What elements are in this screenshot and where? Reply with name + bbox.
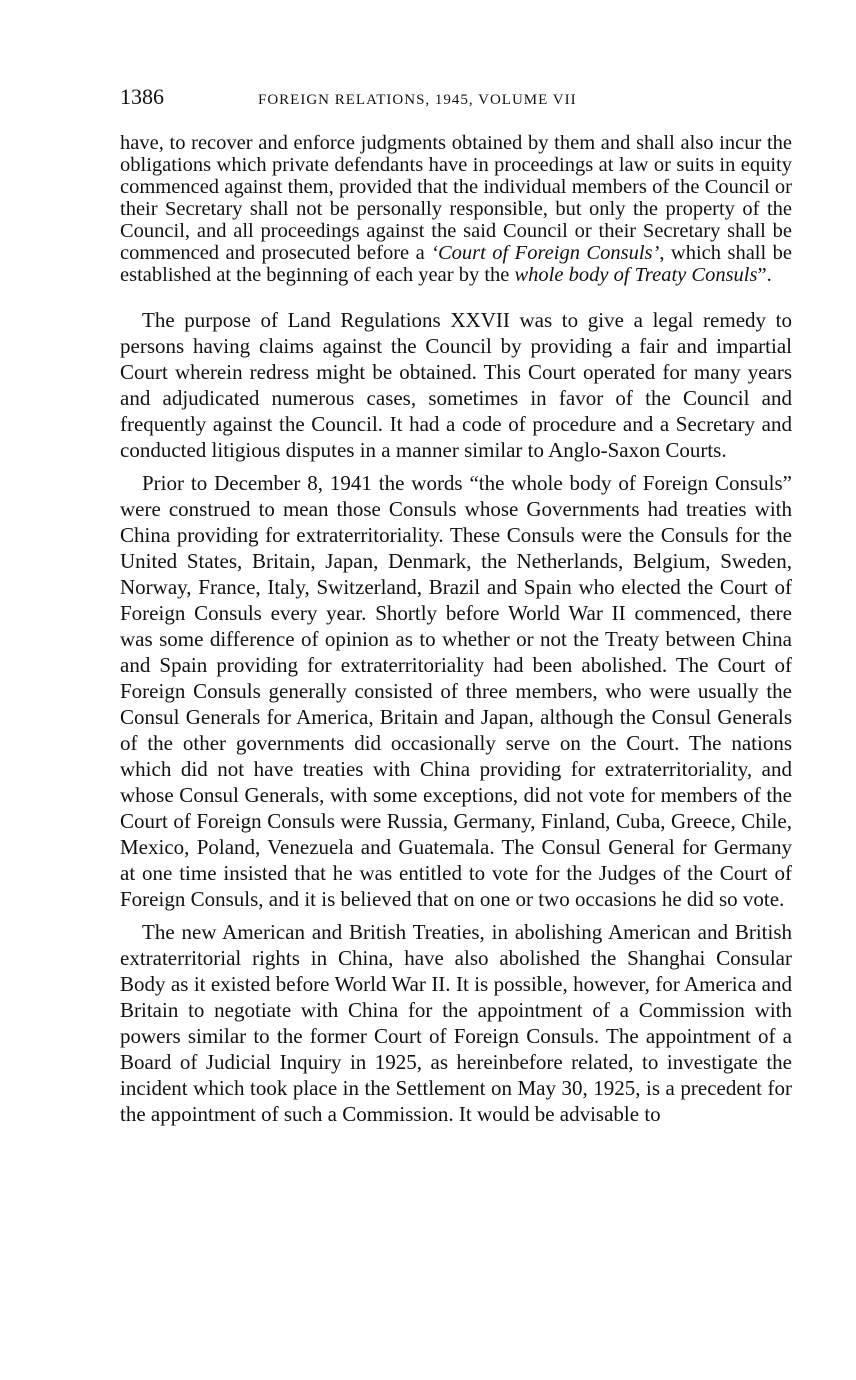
document-page bbox=[120, 84, 792, 1134]
paragraph-foreign-consuls: Prior to December 8, 1941 the words “the whole body of Foreign Consuls” were construed to mean those Consuls whose Governments had treaties with China providing for extraterritoriality. These Consuls were the Consuls for the United States, Britain, Japan, Denmark, the Netherlands, Belgium, Sweden, Norway, France, Italy, Switzerland, Brazil and Spain who elected the Court of Foreign Consuls every year. Shortly before World War II commenced, there was some difference of opinion as to whether or not the Treaty between China and Spain providing for extraterritoriality had been abolished. The Court of Foreign Consuls generally consisted of three members, who were usually the Consul Generals for America, Britain and Japan, although the Consul Generals of the other governments did occasionally serve on the Court. The nations which did not have treaties with China providing for extraterritoriality, and whose Consul Generals, with some exceptions, did not vote for members of the Court of Foreign Consuls were Russia, Germany, Finland, Cuba, Greece, Chile, Mexico, Poland, Venezuela and Guatemala. The Consul General for Germany at one time insisted that he was entitled to vote for the Judges of the Court of Foreign Consuls, and it is believed that on one or two occasions he did so vote. bbox=[120, 471, 792, 911]
running-head: FOREIGN RELATIONS, 1945, VOLUME VII bbox=[258, 92, 577, 108]
page-number: 1386 bbox=[120, 84, 164, 109]
paragraph-land-regulations: The purpose of Land Regulations XXVII was to give a legal remedy to persons having claims against the Council by providing a fair and impartial Court wherein redress might be obtained. This Court operated for many years and adjudicated numerous cases, sometimes in favor of the Council and frequently against the Council. It had a code of procedure and a Secretary and conducted litigious disputes in a manner similar to Anglo-Saxon Courts. bbox=[120, 308, 792, 462]
quote-italic-treaty-consuls: whole body of Treaty Consuls bbox=[514, 264, 758, 286]
quote-text-part-2: , which shall be established at the beginning of each year by the bbox=[120, 242, 792, 286]
quote-italic-court-name: ‘Court of Foreign Consuls’ bbox=[431, 242, 660, 264]
page-header bbox=[120, 84, 792, 118]
quote-text-part-1: have, to recover and enforce judgments obtained by them and shall also incur the obligations which private defendants have in proceedings at law or suits in equity commenced against them, provided that the individual members of the Council or their Secretary shall not be personally responsible, but only the property of the Council, and all proceedings against the said Council or their Secretary shall be commenced and prosecuted before a bbox=[120, 132, 792, 264]
body-text bbox=[120, 307, 792, 1127]
quote-text-part-3: ”. bbox=[757, 264, 772, 286]
quoted-regulation-text bbox=[120, 132, 792, 286]
paragraph-new-treaties: The new American and British Treaties, in abolishing American and British extraterritorial rights in China, have also abolished the Shanghai Consular Body as it existed before World War II. It is possible, however, for America and Britain to negotiate with China for the appointment of a Commission with powers similar to the former Court of Foreign Consuls. The appointment of a Board of Judicial Inquiry in 1925, as hereinbefore related, to investigate the incident which took place in the Settlement on May 30, 1925, is a precedent for the appointment of such a Commission. It would be advisable to bbox=[120, 920, 792, 1126]
